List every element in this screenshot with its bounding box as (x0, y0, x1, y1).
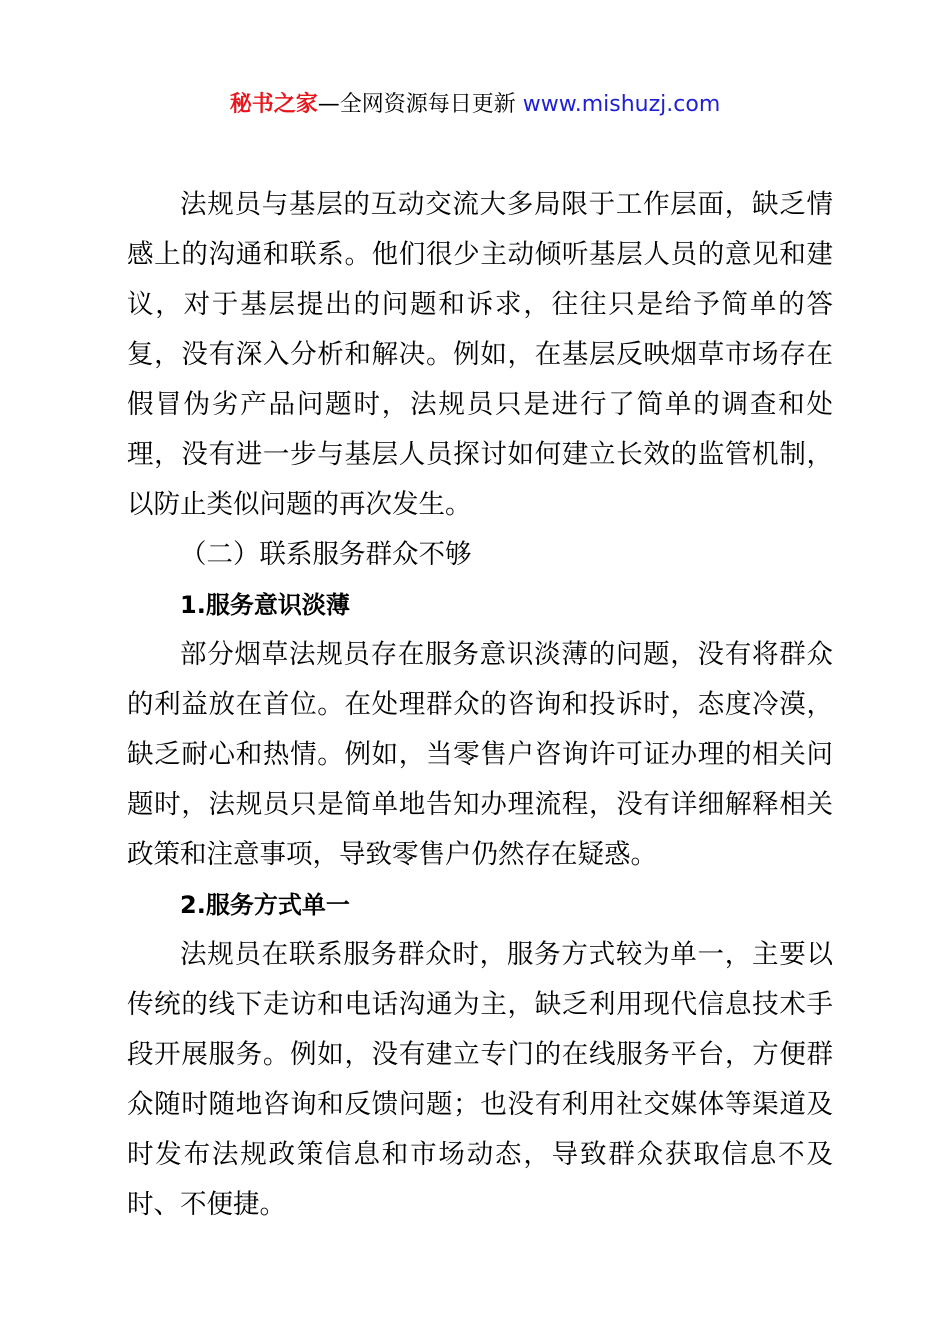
document-body (127, 180, 833, 1230)
section-heading: （二）联系服务群众不够 (180, 539, 472, 570)
paragraph-2: 部分烟草法规员存在服务意识淡薄的问题，没有将群众的利益放在首位。在处理群众的咨询和投诉时，态度冷漠，缺乏耐心和热情。例如，当零售户咨询许可证办理的相关问题时，法规员只是简单地告知办理流程，没有详细解释相关政策和注意事项，导致零售户仍然存在疑惑。 (127, 639, 833, 870)
subheading-2: 2.服务方式单一 (180, 891, 350, 919)
site-url-link[interactable]: www.mishuzj.com (522, 92, 721, 117)
subheading-1: 1.服务意识淡薄 (180, 591, 350, 619)
header-slogan: —全网资源每日更新 (317, 92, 523, 117)
paragraph-3: 法规员在联系服务群众时，服务方式较为单一，主要以传统的线下走访和电话沟通为主，缺乏利用现代信息技术手段开展服务。例如，没有建立专门的在线服务平台，方便群众随时随地咨询和反馈问题；也没有利用社交媒体等渠道及时发布法规政策信息和市场动态，导致群众获取信息不及时、不便捷。 (127, 939, 833, 1220)
brand-name: 秘书之家 (229, 92, 318, 117)
page-header (0, 88, 950, 122)
paragraph-1: 法规员与基层的互动交流大多局限于工作层面，缺乏情感上的沟通和联系。他们很少主动倾听基层人员的意见和建议，对于基层提出的问题和诉求，往往只是给予简单的答复，没有深入分析和解决。例如，在基层反映烟草市场存在假冒伪劣产品问题时，法规员只是进行了简单的调查和处理，没有进一步与基层人员探讨如何建立长效的监管机制，以防止类似问题的再次发生。 (127, 189, 833, 520)
